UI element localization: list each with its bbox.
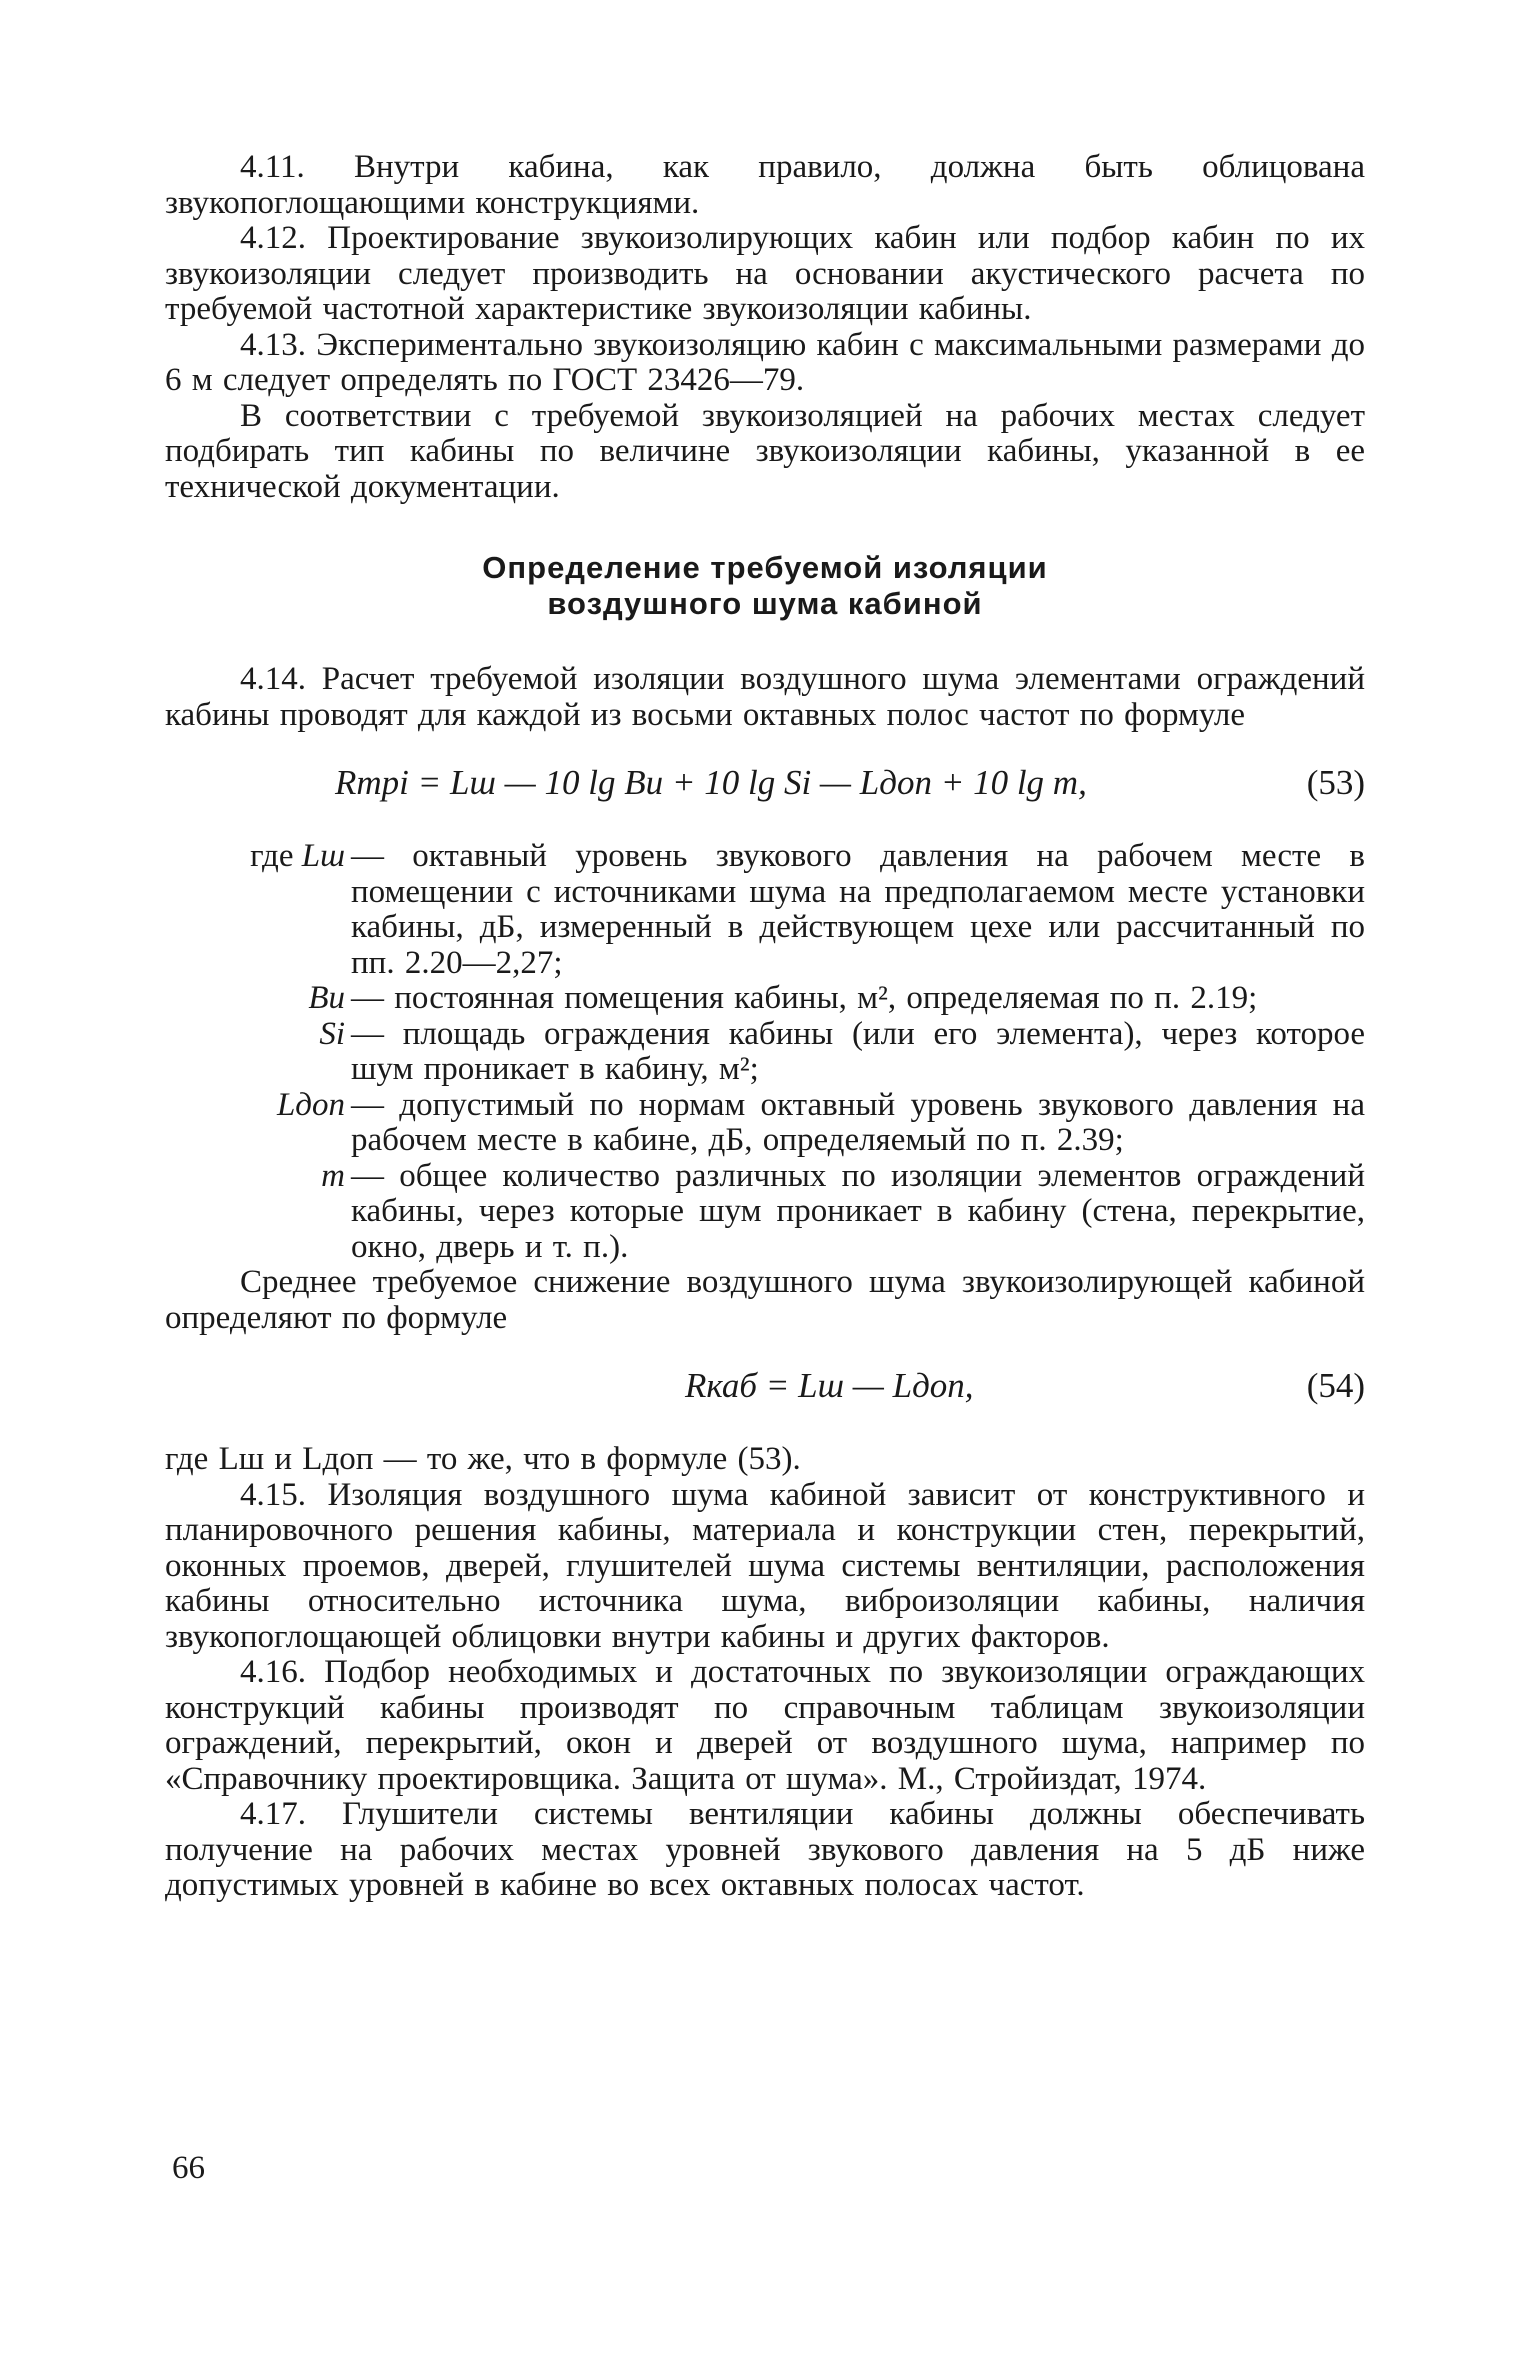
formula-54 <box>165 1358 1365 1418</box>
definitions-lead: где <box>250 838 294 874</box>
definition-row <box>165 1017 1365 1088</box>
definition-term: Lдоп <box>276 1086 345 1123</box>
formula-53-expression: Rтрi = Lш — 10 lg Bи + 10 lg Si — Lдоп + 10 lg m, <box>335 763 1087 802</box>
definition-term: Bи <box>308 980 345 1016</box>
definition-row <box>165 981 1365 1017</box>
paragraph-4-11: 4.11. Внутри кабина, как правило, должна быть облицована звукопоглощающими конструкциями. <box>165 149 1365 221</box>
paragraph-where-54: где Lш и Lдоп — то же, что в формуле (53). <box>165 1441 801 1477</box>
page-number: 66 <box>172 2150 205 2186</box>
definition-row <box>165 1159 1365 1266</box>
section-heading-line-1: Определение требуемой изоляции <box>482 550 1048 585</box>
paragraph-mean-reduction: Среднее требуемое снижение воздушного шума звукоизолирующей кабиной определяют по формуле <box>165 1264 1365 1336</box>
definition-text: — октавный уровень звукового давления на рабочем месте в помещении с источниками шума на предполагаемом месте установки кабины, дБ, измеренный в действующем цехе или рассчитанный по пп. 2.20—2,27; <box>351 838 1365 981</box>
definitions-list <box>165 839 1365 1265</box>
section-heading <box>165 550 1365 622</box>
definition-text: — общее количество различных по изоляции элементов ограждений кабины, через которые шум проникает в кабину (стена, перекрытие, окно, дверь и т. п.). <box>351 1157 1365 1265</box>
formula-53-number: (53) <box>1306 763 1365 802</box>
paragraph-4-15: 4.15. Изоляция воздушного шума кабиной зависит от конструктивного и планировочного решения кабины, материала и конструкции стен, перекрытий, оконных проемов, дверей, глушителей шума системы вентиляции, расположения кабины относительно источника шума, виброизоляции кабины, наличия звукопоглощающей облицовки внутри кабины и других факторов. <box>165 1476 1365 1655</box>
paragraph-4-16: 4.16. Подбор необходимых и достаточных по звукоизоляции ограждающих конструкций кабины производят по справочным таблицам звукоизоляции ограждений, перекрытий, окон и дверей от воздушного шума, например по «Справочнику проектировщика. Защита от шума». М., Стройиздат, 1974. <box>165 1654 1365 1797</box>
section-heading-line-2: воздушного шума кабиной <box>547 586 983 621</box>
definition-text: — допустимый по нормам октавный уровень звукового давления на рабочем месте в кабине, дБ, определяемый по п. 2.39; <box>351 1086 1365 1158</box>
paragraph-4-17: 4.17. Глушители системы вентиляции кабины должны обеспечивать получение на рабочих местах уровней звукового давления на 5 дБ ниже допустимых уровней в кабине во всех октавных полосах частот. <box>165 1796 1365 1903</box>
definition-text: — площадь ограждения кабины (или его элемента), через которое шум проникает в кабину, м²; <box>351 1015 1365 1087</box>
definition-term: Si <box>319 1015 345 1052</box>
definition-row <box>165 1088 1365 1159</box>
formula-54-expression: Rкаб = Lш — Lдоп, <box>685 1366 974 1405</box>
page-body <box>165 150 1365 1904</box>
paragraph-4-13: 4.13. Экспериментально звукоизоляцию кабин с максимальными размерами до 6 м следует определять по ГОСТ 23426—79. <box>165 326 1365 398</box>
paragraph-4-14: 4.14. Расчет требуемой изоляции воздушного шума элементами ограждений кабины проводят для каждой из восьми октавных полос частот по формуле <box>165 661 1365 733</box>
paragraph-4-12: 4.12. Проектирование звукоизолирующих кабин или подбор кабин по их звукоизоляции следует производить на основании акустического расчета по требуемой частотной характеристике звукоизоляции кабины. <box>165 220 1365 327</box>
formula-54-number: (54) <box>1306 1366 1365 1405</box>
definition-term <box>165 839 351 981</box>
definition-term: m <box>321 1157 345 1194</box>
formula-53 <box>165 755 1365 815</box>
paragraph-conformity: В соответствии с требуемой звукоизоляцией на рабочих местах следует подбирать тип кабины по величине звукоизоляции кабины, указанной в ее технической документации. <box>165 397 1365 505</box>
definition-row <box>165 839 1365 981</box>
definition-term-symbol: Lш <box>301 838 345 874</box>
definition-text: — постоянная помещения кабины, м², определяемая по п. 2.19; <box>351 980 1258 1016</box>
